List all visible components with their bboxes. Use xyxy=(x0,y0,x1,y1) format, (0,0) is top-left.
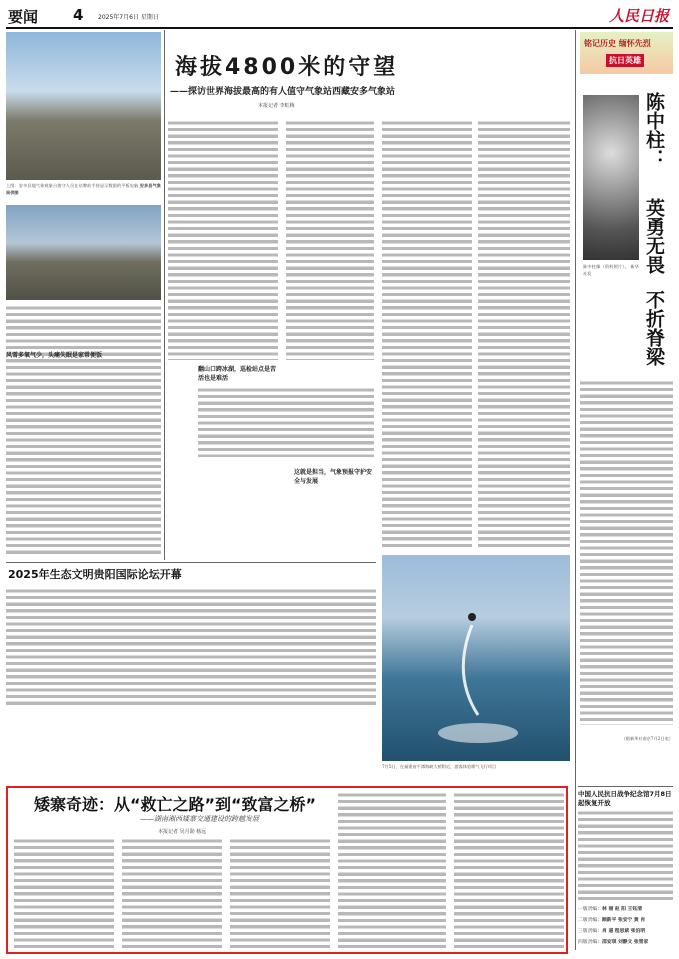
feature-byline: 本报记者 吴月勋 杨远 xyxy=(158,829,207,835)
lead-text-left xyxy=(6,305,161,555)
editor-row: 四版责编：邵安琪 刘静文 张雪家 xyxy=(578,939,649,945)
feature-title: 矮寨奇迹：从“救亡之路”到“致富之桥” xyxy=(34,795,317,814)
jetpack-caption: 7月5日，在福建省平潭海峡大桥附近，游客体验喷气飞行项目 xyxy=(382,764,497,769)
lead-photo-caption: 上图：安多县地气象观象台值守人员在站牌前手持显示数据的平板电脑 安多县气象局供图 xyxy=(6,183,161,195)
page-header xyxy=(6,4,673,26)
lead-text-col3 xyxy=(382,120,472,550)
editor-row: 二版责编：顾新平 张安宁 黄 肖 xyxy=(578,917,646,923)
hero-source: （据新华社南京7月2日电） xyxy=(621,736,673,741)
issue-date: 2025年7月6日 星期日 xyxy=(98,14,159,21)
page-number: 4 xyxy=(73,6,84,24)
feature-col1 xyxy=(14,838,114,948)
feature-col2 xyxy=(122,838,222,948)
feature-col3 xyxy=(230,838,330,948)
forum-text xyxy=(6,588,376,706)
hero-title-2: 英勇无畏 xyxy=(643,198,665,274)
lead-subhead-3: 这就是担当，气象预报守护安全与发展 xyxy=(294,469,373,485)
section-name: 要闻 xyxy=(8,8,39,26)
lead-text-col4 xyxy=(478,120,570,550)
brief-text xyxy=(578,810,673,900)
lead-text-col1 xyxy=(168,120,278,360)
editors-box xyxy=(578,904,673,954)
hero-text xyxy=(580,380,673,725)
editor-row: 一版责编：林 丽 赵 阳 王钰清 xyxy=(578,906,642,912)
feature-col5 xyxy=(454,792,564,948)
hero-title-1: 陈中柱： xyxy=(643,92,665,168)
lead-title: 海拔4800米的守望 xyxy=(175,55,399,80)
brief-top-rule xyxy=(578,786,673,787)
feature-box xyxy=(6,786,568,954)
col-divider-left xyxy=(164,30,165,560)
lead-byline: 本报记者 李虹梅 xyxy=(258,103,295,109)
jetpack-photo xyxy=(382,555,570,761)
brief-title: 中国人民抗日战争纪念馆7月8日起恢复开放 xyxy=(578,790,672,807)
anniversary-banner xyxy=(580,32,673,74)
forum-title: 2025年生态文明贵阳国际论坛开幕 xyxy=(8,568,182,581)
banner-line2: 抗日英雄 xyxy=(606,54,644,67)
hero-portrait xyxy=(583,95,639,260)
lead-photo-top xyxy=(6,32,161,180)
feature-subtitle: ——湖南湘西矮寨交通建设的跨越发展 xyxy=(140,815,259,823)
hero-title-3: 不折脊梁 xyxy=(643,290,665,366)
portrait-caption: 陈中柱像（资料照片）。 新华社发 xyxy=(583,264,639,276)
banner-line1: 铭记历史 缅怀先烈 xyxy=(584,39,651,48)
lead-text-col2 xyxy=(286,120,374,360)
lead-subhead-1: 风雪多氧气少，头痛失眠是家常便饭 xyxy=(6,352,103,359)
editor-row: 三版责编：肖 遥 程思斌 张泊明 xyxy=(578,928,646,934)
lead-subhead-2: 翻山口跨冰湖，巡检站点是苦活也是难活 xyxy=(198,366,277,382)
forum-top-rule xyxy=(6,562,376,563)
lead-text-col1b xyxy=(198,387,374,457)
lead-subtitle: ——探访世界海拔最高的有人值守气象站西藏安多气象站 xyxy=(170,87,396,97)
col-divider-right xyxy=(575,30,576,950)
newspaper-logo: 人民日报 xyxy=(609,7,670,25)
header-rule xyxy=(6,27,673,29)
feature-col4 xyxy=(338,792,446,948)
lead-photo-bottom xyxy=(6,205,161,300)
